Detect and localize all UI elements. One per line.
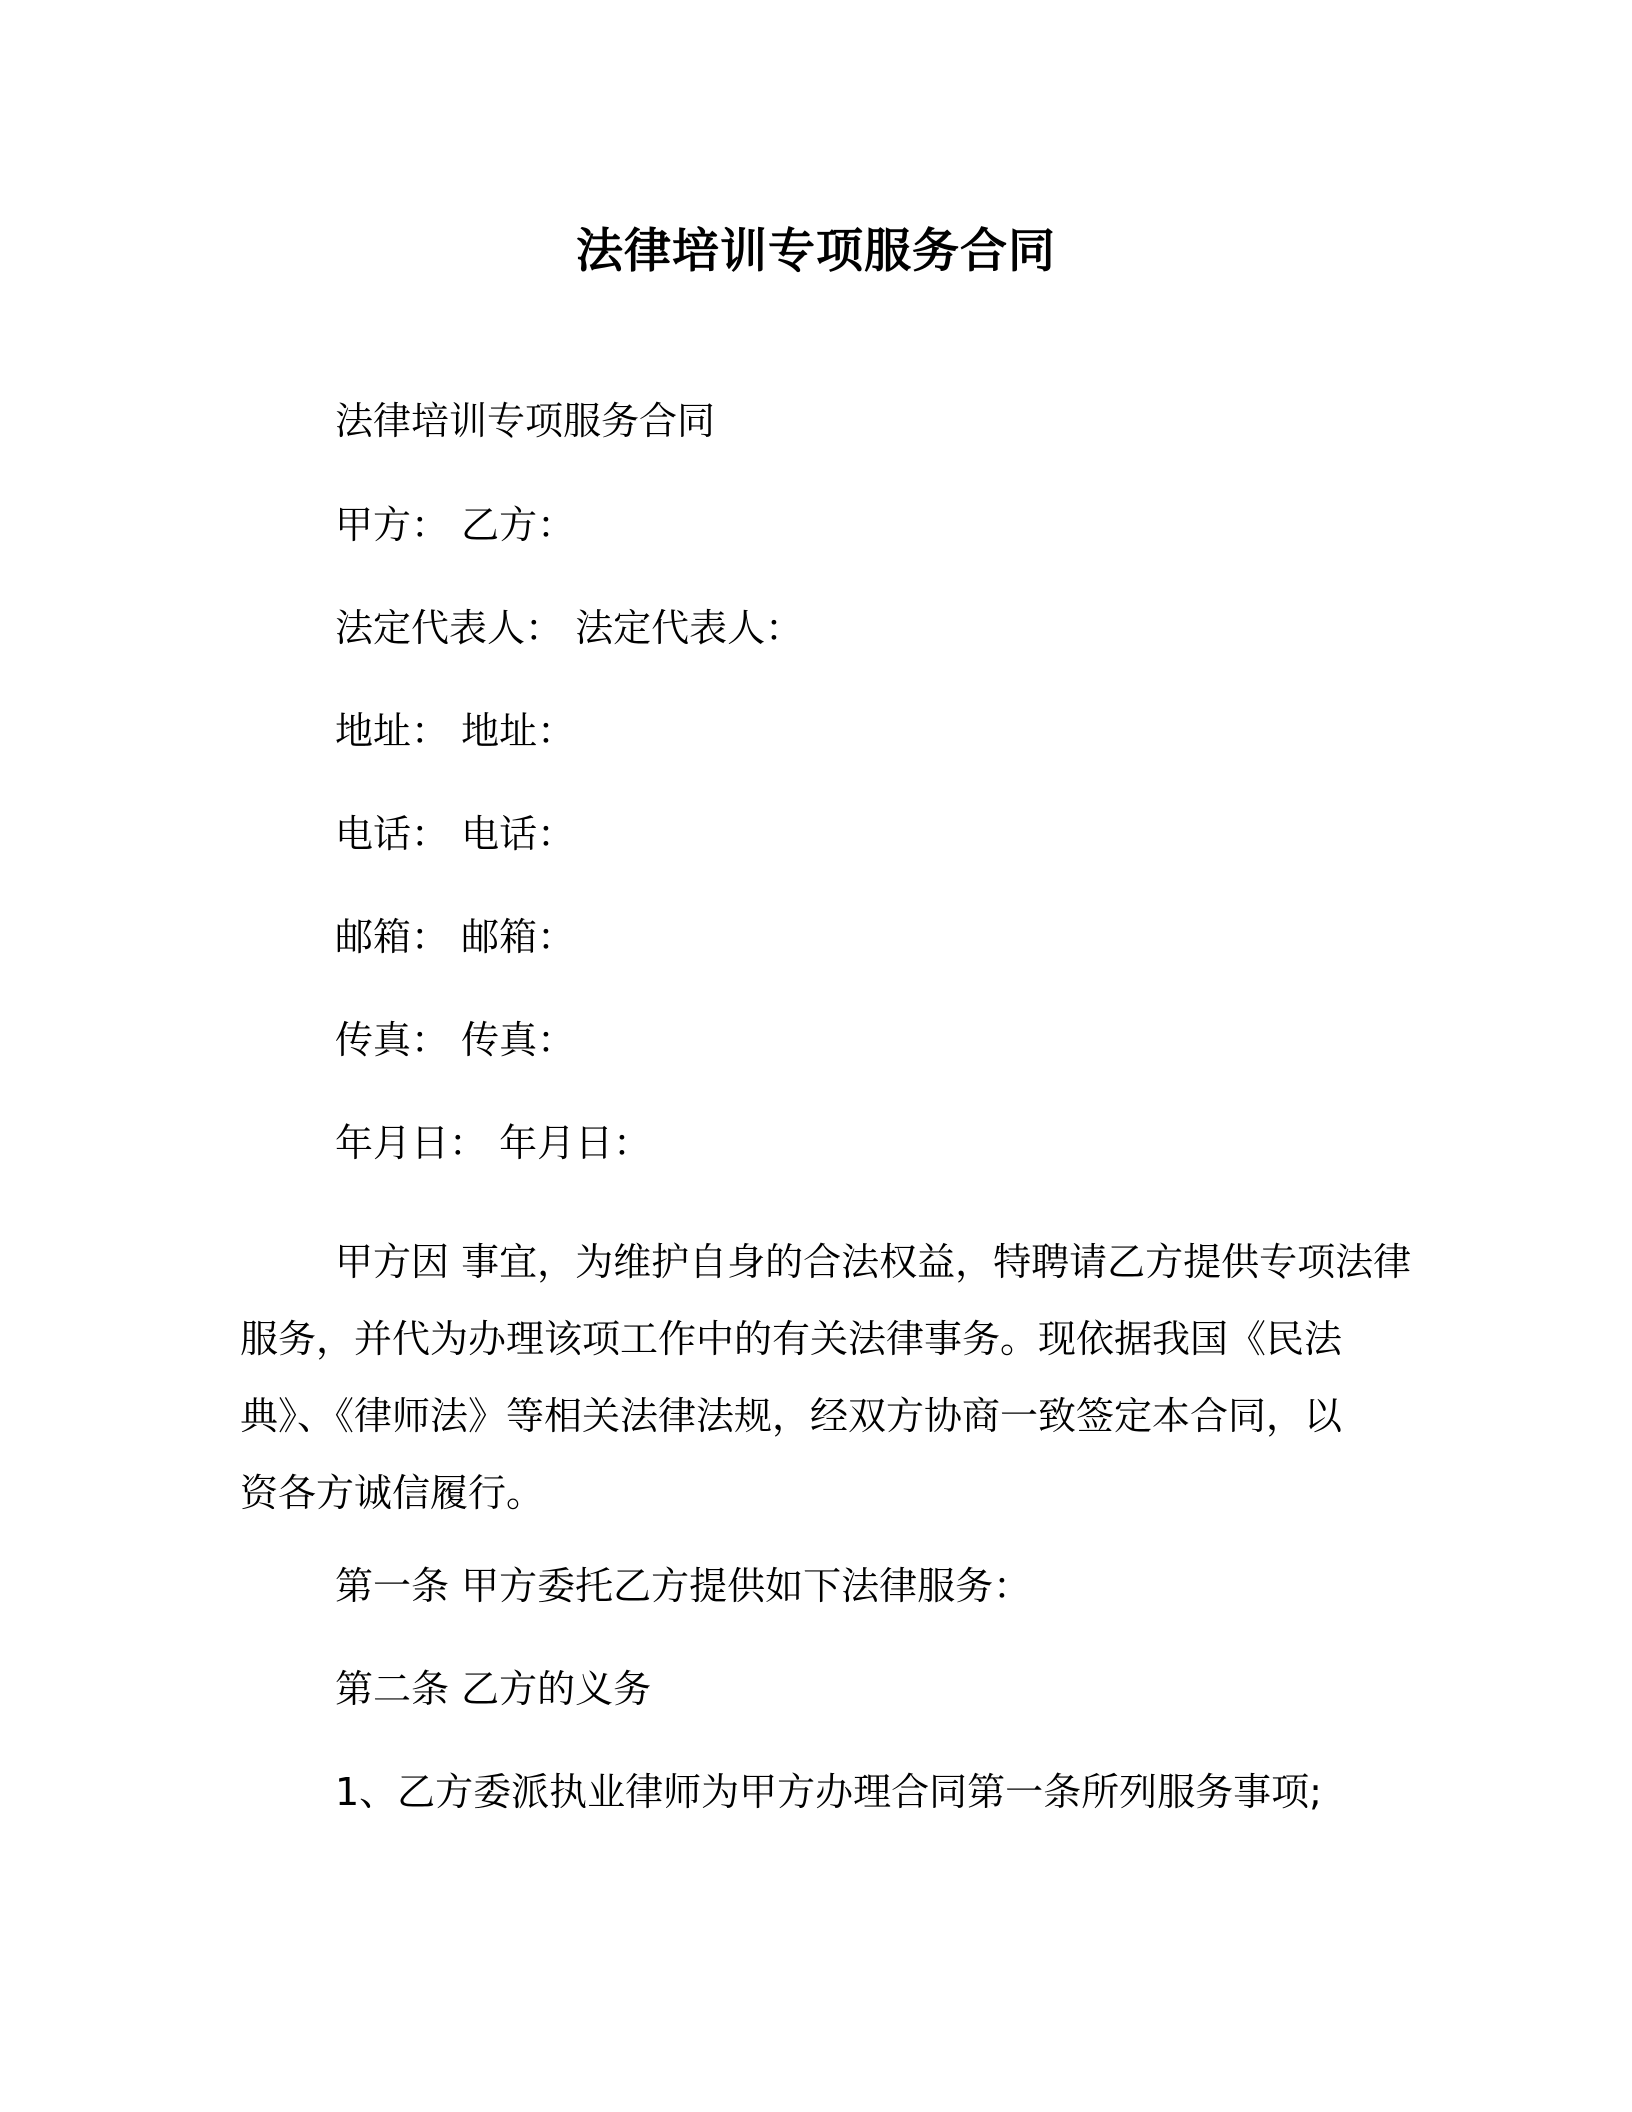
preamble-line: 服务，并代为办理该项工作中的有关法律事务。现依据我国《民法 bbox=[240, 1317, 1343, 1361]
preamble-paragraph bbox=[240, 1224, 1412, 1532]
legal-representative-line: 法定代表人： 法定代表人： bbox=[335, 606, 804, 650]
document-title: 法律培训专项服务合同 bbox=[576, 224, 1056, 279]
phone-line: 电话： 电话： bbox=[335, 812, 576, 856]
preamble-line: 典》、《律师法》等相关法律法规，经双方协商一致签定本合同，以 bbox=[240, 1394, 1343, 1438]
email-line: 邮箱： 邮箱： bbox=[335, 915, 576, 959]
article-two-item-one-line: 1、乙方委派执业律师为甲方办理合同第一条所列服务事项; bbox=[335, 1770, 1322, 1814]
contract-heading-line: 法律培训专项服务合同 bbox=[335, 399, 716, 443]
date-line: 年月日： 年月日： bbox=[335, 1121, 652, 1165]
preamble-line: 甲方因 事宜，为维护自身的合法权益，特聘请乙方提供专项法律 bbox=[335, 1240, 1412, 1284]
preamble-line: 资各方诚信履行。 bbox=[240, 1471, 545, 1515]
fax-line: 传真： 传真： bbox=[335, 1018, 576, 1062]
article-one-line: 第一条 甲方委托乙方提供如下法律服务： bbox=[335, 1564, 1032, 1608]
address-line: 地址： 地址： bbox=[335, 709, 576, 753]
party-line: 甲方： 乙方： bbox=[335, 503, 576, 547]
article-two-line: 第二条 乙方的义务 bbox=[335, 1667, 652, 1711]
